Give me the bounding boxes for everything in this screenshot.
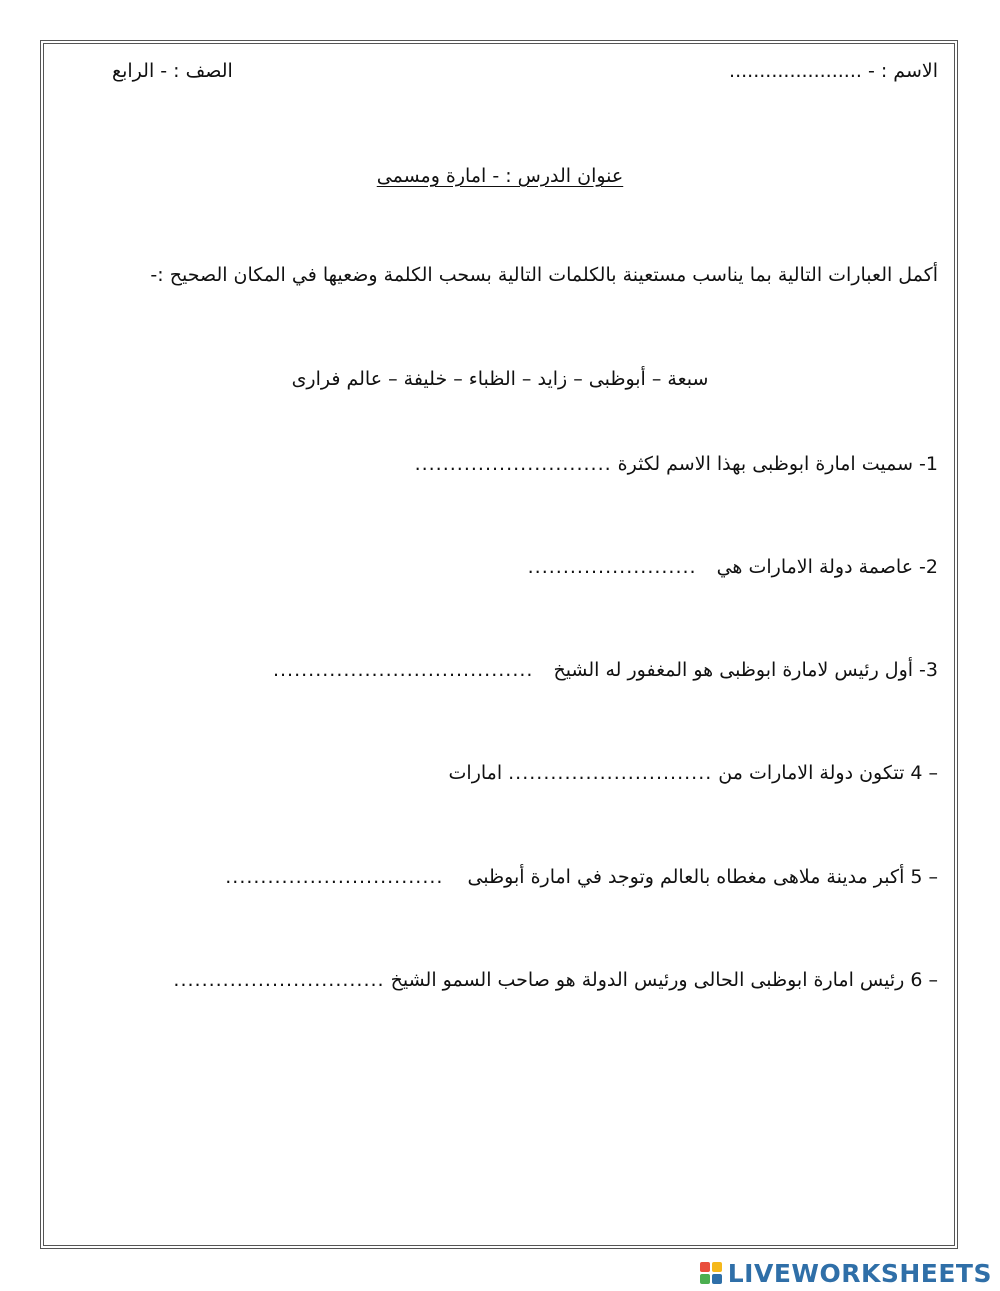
answer-blank[interactable]: ............................... [225,866,444,888]
answer-blank[interactable]: ..................................... [272,659,534,681]
answer-blank[interactable]: ............................ [414,453,612,475]
question-number: 4 – [910,762,938,784]
instruction: أكمل العبارات التالية بما يناسب مستعينة بالكلمات التالية بسحب الكلمة وضعيها في المكان الصحيح :- [150,264,938,286]
question-number: -2 [919,556,938,578]
logo-square [700,1274,710,1284]
page-border [40,40,958,1249]
question-text: رئيس امارة ابوظبى الحالى ورئيس الدولة هو صاحب السمو الشيخ [390,969,905,991]
brand-name: LIVEWORKSHEETS [727,1258,992,1288]
grade-label: الصف : - الرابع [112,60,233,82]
logo-mark-icon [700,1262,722,1284]
question-text: سميت امارة ابوظبى بهذا الاسم لكثرة [617,453,914,475]
liveworksheets-logo [700,1258,992,1288]
name-label: الاسم : - [867,60,938,82]
name-blank[interactable]: ...................... [729,60,862,82]
question-text: أول رئيس لامارة ابوظبى هو المغفور له الشيخ [553,659,914,681]
logo-square [700,1262,710,1272]
name-field [729,60,938,82]
question-2 [528,556,938,578]
logo-square [712,1274,722,1284]
question-6 [173,969,938,991]
question-suffix: امارات [448,762,503,784]
question-number: 6 – [910,969,938,991]
question-number: -3 [919,659,938,681]
answer-blank[interactable]: ........................ [527,556,697,578]
logo-square [712,1262,722,1272]
question-1 [415,453,938,475]
question-4 [449,762,938,784]
question-text: أكبر مدينة ملاهى مغطاه بالعالم وتوجد في امارة أبوظبى [467,866,905,888]
answer-blank[interactable]: .............................. [173,969,385,991]
question-text: عاصمة دولة الامارات هي [716,556,914,578]
question-number: 5 – [910,866,938,888]
question-5 [225,866,938,888]
word-bank: سبعة – أبوظبى – زايد – الظباء – خليفة – عالم فرارى [291,368,709,390]
answer-blank[interactable]: ............................. [508,762,713,784]
lesson-title: عنوان الدرس : - امارة ومسمى [376,165,624,187]
question-text: تتكون دولة الامارات من [718,762,905,784]
question-3 [273,659,938,681]
question-number: -1 [919,453,938,475]
